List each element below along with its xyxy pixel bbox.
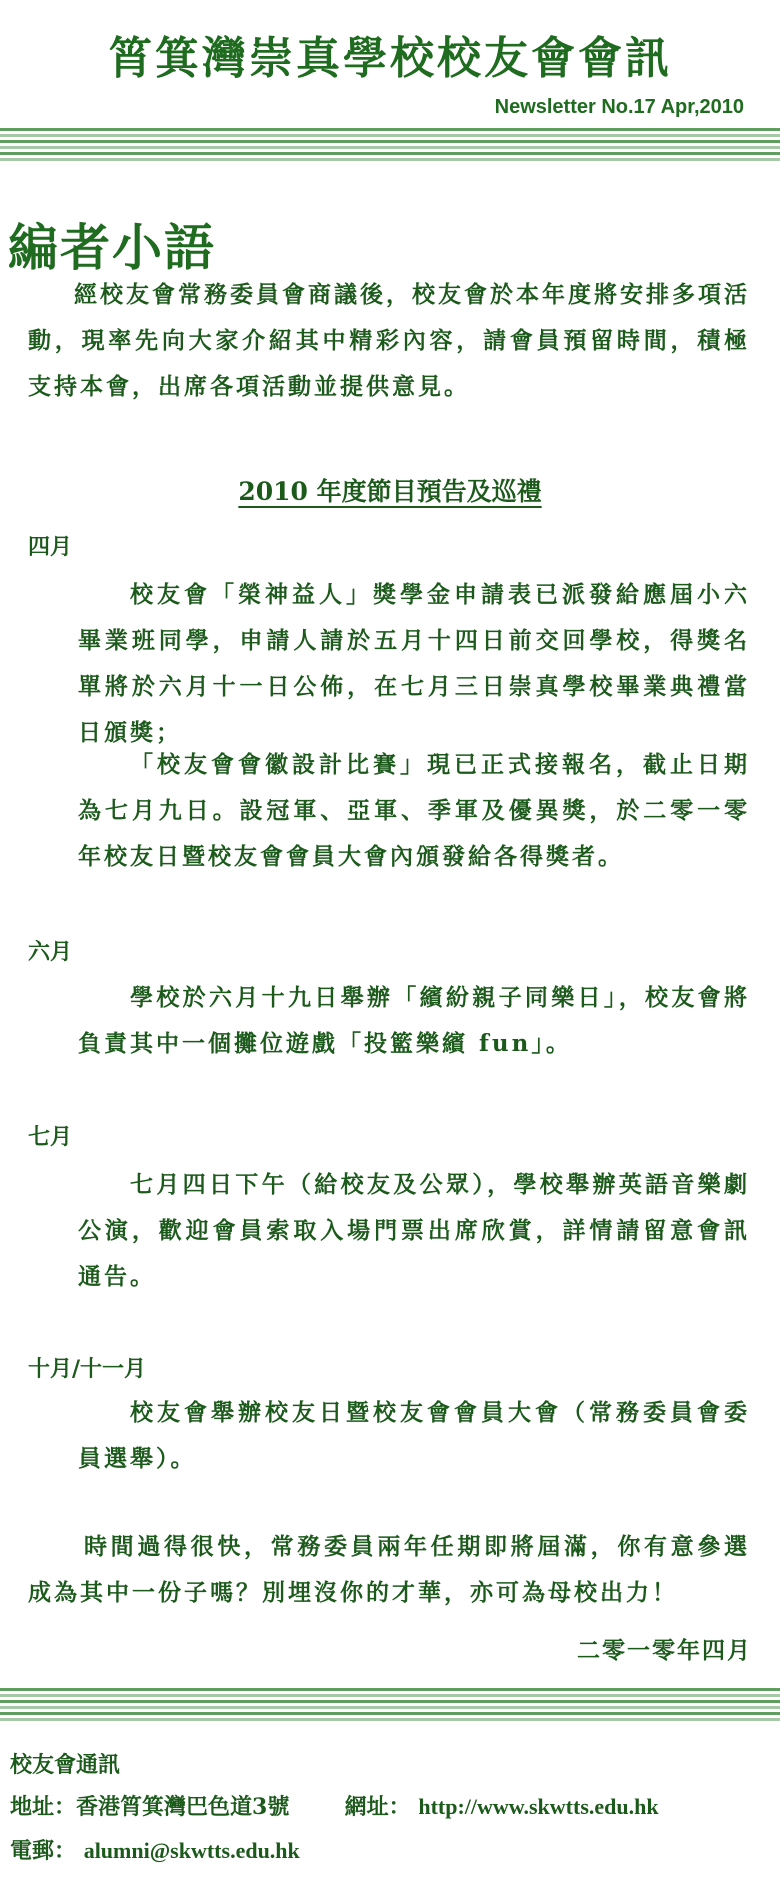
editor-heading: 編者小語 xyxy=(8,218,216,277)
month-label-april: 四月 xyxy=(28,534,73,560)
april-paragraph-1: 校友會「榮神益人」獎學金申請表已派發給應屆小六畢業班同學，申請人請於五月十四日前交回學校，得獎名單將於六月十一日公佈，在七月三日崇真學校畢業典禮當日頒獎； xyxy=(78,581,750,746)
footer-address-row xyxy=(10,1790,659,1821)
address-value: 香港筲箕灣巴色道3號 xyxy=(76,1794,290,1820)
month-label-june: 六月 xyxy=(28,939,73,965)
editor-intro: 經校友會常務委員會商議後，校友會於本年度將安排多項活動，現率先向大家介紹其中精彩內容，請會員預留時間，積極支持本會，出席各項活動並提供意見。 xyxy=(28,281,750,400)
address-label: 地址： xyxy=(10,1794,77,1820)
july-paragraph: 七月四日下午（給校友及公眾），學校舉辦英語音樂劇公演，歡迎會員索取入場門票出席欣賞，詳情請留意會訊通告。 xyxy=(78,1171,750,1290)
closing-paragraph: 時間過得很快，常務委員兩年任期即將屆滿，你有意參選成為其中一份子嗎？別埋沒你的才華，亦可為母校出力！ xyxy=(28,1533,750,1606)
closing-date: 二零一零年四月 xyxy=(577,1637,752,1664)
schedule-heading xyxy=(0,472,780,508)
email-label: 電郵： xyxy=(10,1838,77,1864)
april-paragraph-2: 「校友會會徽設計比賽」現已正式接報名，截止日期為七月九日。設冠軍、亞軍、季軍及優異獎，於二零一零年校友日暨校友會會員大會內頒發給各得獎者。 xyxy=(78,751,750,870)
footer-divider xyxy=(0,1688,780,1728)
newsletter-issue: Newsletter No.17 Apr,2010 xyxy=(494,96,744,118)
website-label: 網址： xyxy=(344,1794,411,1820)
footer-email-row xyxy=(10,1834,300,1865)
website-link[interactable]: http://www.skwtts.edu.hk xyxy=(418,1794,659,1819)
footer-org: 校友會通訊 xyxy=(10,1752,121,1778)
month-label-july: 七月 xyxy=(28,1124,73,1150)
june-paragraph: 學校於六月十九日舉辦「繽紛親子同樂日」，校友會將負責其中一個攤位遊戲「投籃樂繽 fun」。 xyxy=(78,984,750,1057)
schedule-heading-text: 2010 年度節目預告及巡禮 xyxy=(238,477,542,506)
month-label-oct-nov: 十月/十一月 xyxy=(28,1356,147,1382)
email-link[interactable]: alumni@skwtts.edu.hk xyxy=(83,1838,300,1863)
newsletter-title: 筲箕灣崇真學校校友會會訊 xyxy=(108,33,672,84)
header-divider xyxy=(0,128,780,168)
oct-nov-paragraph: 校友會舉辦校友日暨校友會會員大會（常務委員會委員選舉）。 xyxy=(78,1399,750,1472)
